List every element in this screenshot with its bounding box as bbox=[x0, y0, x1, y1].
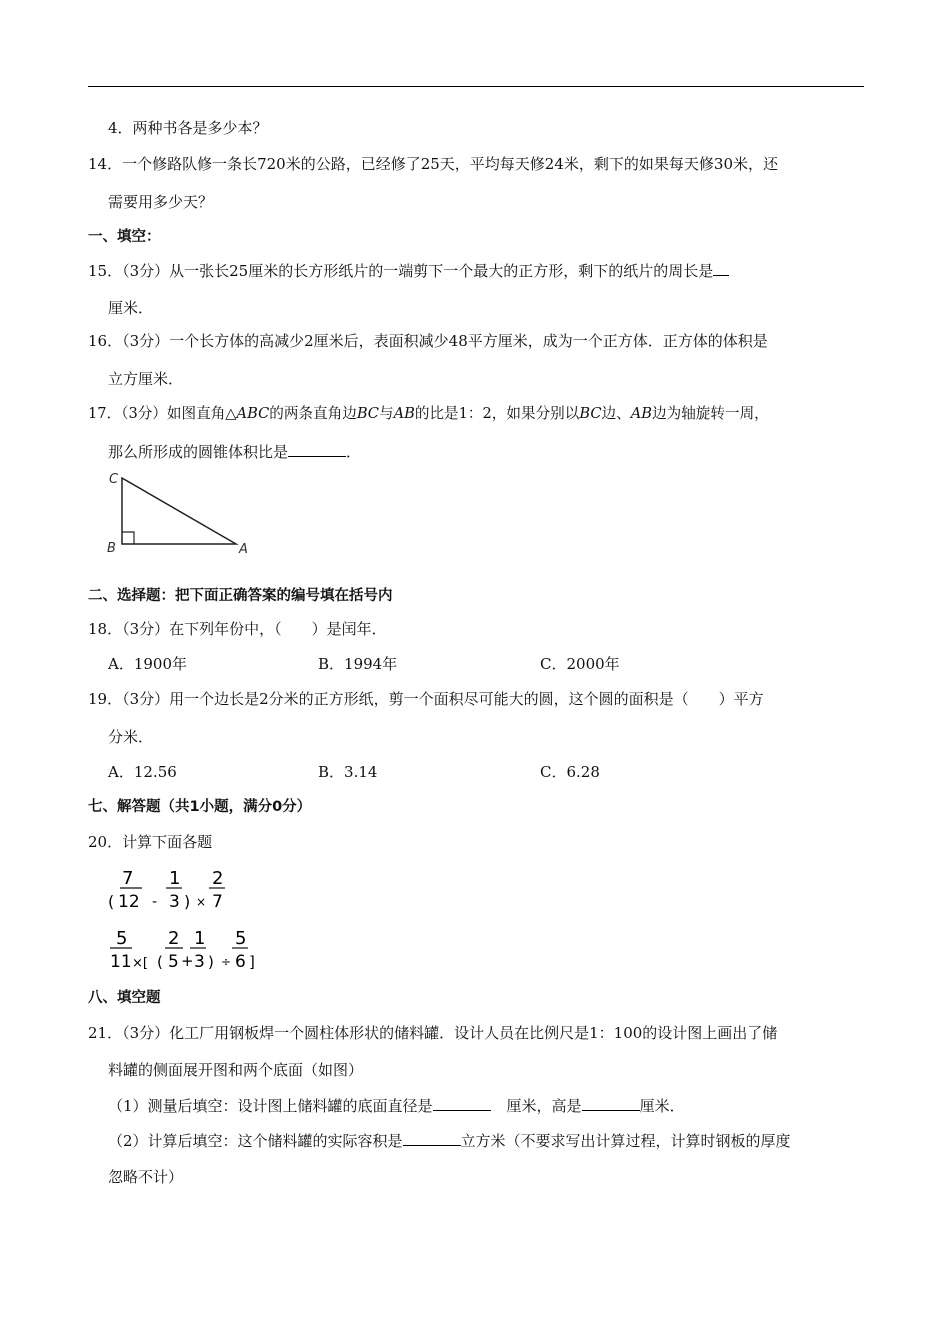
expr2-numerator-1: 5 bbox=[116, 928, 128, 949]
q18-option-b[interactable]: B．1994年 bbox=[318, 655, 398, 673]
expr1-denominator-2: 3 bbox=[169, 892, 180, 912]
expr2-numerator-3: 1 bbox=[194, 928, 206, 949]
expr1-numerator-1: 7 bbox=[122, 868, 134, 889]
q20-expression-2 bbox=[108, 922, 278, 974]
expr1-left-paren: ( bbox=[108, 892, 115, 911]
right-angle-mark bbox=[122, 532, 134, 544]
right-triangle-figure bbox=[100, 466, 260, 560]
triangle-abc bbox=[122, 478, 236, 544]
section-heading-fill-8: 八、填空题 bbox=[88, 990, 161, 1006]
q21-line2: 料罐的侧面展开图和两个底面（如图） bbox=[108, 1061, 364, 1079]
expr1-denominator-1: 12 bbox=[118, 892, 140, 912]
q18-option-c[interactable]: C．2000年 bbox=[540, 655, 620, 673]
q15-line1: 15．（3分）从一张长25厘米的长方形纸片的一端剪下一个最大的正方形，剩下的纸片的周长是 bbox=[88, 260, 729, 281]
expr2-right-paren: ) bbox=[208, 953, 214, 971]
q18-stem: 18．（3分）在下列年份中，（ ）是闰年． bbox=[88, 620, 387, 638]
expr2-right-bracket: ] bbox=[249, 953, 255, 971]
q14-line1: 14．一个修路队修一条长720米的公路，已经修了25天，平均每天修24米，剩下的如果每天修30米，还 bbox=[88, 155, 778, 173]
expr1-numerator-2: 1 bbox=[169, 868, 181, 889]
vertex-label-c: C bbox=[109, 472, 119, 487]
q17-line2: 那么所形成的圆锥体积比是 ． bbox=[108, 443, 362, 461]
expr2-denominator-4: 6 bbox=[235, 952, 246, 972]
expr2-numerator-2: 2 bbox=[168, 928, 180, 949]
q15-line2: 厘米． bbox=[108, 299, 154, 317]
expr2-times-bracket: ×[ bbox=[132, 956, 148, 971]
expr2-divide: ÷ bbox=[221, 955, 232, 969]
q21-diameter-blank[interactable] bbox=[433, 1095, 491, 1111]
expr1-minus: - bbox=[152, 894, 158, 910]
section-heading-answer: 七、解答题（共1小题，满分0分） bbox=[88, 799, 312, 815]
expr2-plus: + bbox=[181, 952, 194, 970]
q20-stem: 20．计算下面各题 bbox=[88, 833, 213, 851]
q21-sub2: （2）计算后填空：这个储料罐的实际容积是 立方米（不要求写出计算过程，计算时钢板的厚度 bbox=[108, 1132, 791, 1150]
expr2-numerator-4: 5 bbox=[235, 928, 247, 949]
q21-height-blank[interactable] bbox=[582, 1095, 640, 1111]
section-heading-fill: 一、填空： bbox=[88, 229, 161, 245]
section-heading-choice: 二、选择题：把下面正确答案的编号填在括号内 bbox=[88, 588, 393, 604]
expr2-denominator-3: 3 bbox=[194, 952, 205, 972]
q21-volume-blank[interactable] bbox=[403, 1130, 461, 1146]
q16-line2: 立方厘米． bbox=[108, 370, 184, 388]
q19-line2: 分米． bbox=[108, 728, 154, 746]
q17-answer-blank[interactable] bbox=[288, 441, 346, 457]
expr1-denominator-3: 7 bbox=[212, 892, 223, 912]
q18-option-a[interactable]: A．1900年 bbox=[108, 655, 188, 673]
expr2-left-paren: ( bbox=[157, 953, 163, 971]
q19-option-a[interactable]: A．12.56 bbox=[108, 763, 177, 781]
q21-sub1: （1）测量后填空：设计图上储料罐的底面直径是 厘米，高是 厘米． bbox=[108, 1097, 685, 1115]
q19-option-c[interactable]: C．6.28 bbox=[540, 763, 600, 781]
q21-line1: 21．（3分）化工厂用钢板焊一个圆柱体形状的储料罐．设计人员在比例尺是1：100的设计图上画出了储 bbox=[88, 1024, 778, 1042]
q13-sub4: 4．两种书各是多少本？ bbox=[108, 119, 268, 137]
q19-line1: 19．（3分）用一个边长是2分米的正方形纸，剪一个面积尽可能大的圆，这个圆的面积是（ ）平方 bbox=[88, 690, 764, 708]
expr1-numerator-3: 2 bbox=[212, 868, 224, 889]
header-rule bbox=[88, 86, 864, 87]
vertex-label-b: B bbox=[107, 541, 116, 556]
expr2-denominator-2: 5 bbox=[168, 952, 179, 972]
q19-option-b[interactable]: B．3.14 bbox=[318, 763, 378, 781]
expr1-right-paren: ) bbox=[184, 892, 191, 911]
q15-answer-blank[interactable] bbox=[713, 260, 729, 276]
q16-line1: 16．（3分）一个长方体的高减少2厘米后，表面积减少48平方厘米，成为一个正方体．正方体的体积是 bbox=[88, 332, 768, 350]
q14-line2: 需要用多少天？ bbox=[108, 193, 214, 211]
expr1-times: × bbox=[196, 895, 207, 909]
q21-sub2-line2: 忽略不计） bbox=[108, 1168, 184, 1186]
expr2-denominator-1: 11 bbox=[110, 952, 132, 972]
q17-line1: 17．（3分）如图直角△ABC的两条直角边BC与AB的比是1：2，如果分别以BC边、AB边为轴旋转一周， bbox=[88, 405, 769, 422]
vertex-label-a: A bbox=[239, 542, 248, 557]
q20-expression-1 bbox=[108, 862, 268, 914]
